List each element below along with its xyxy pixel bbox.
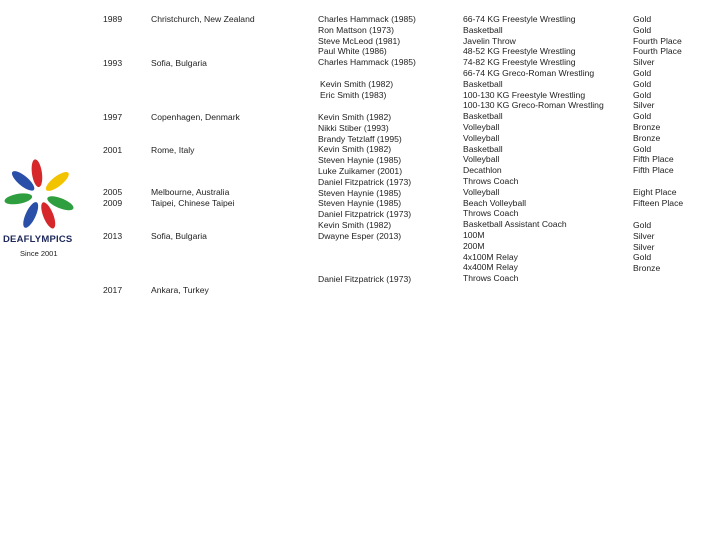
athlete-entry: Charles Hammack (1985)	[318, 14, 416, 24]
athlete-entry: Steven Haynie (1985)	[318, 198, 402, 209]
result-entry: Silver	[633, 230, 655, 241]
athlete-entry: Nikki Stiber (1993)	[318, 122, 389, 133]
result-list	[633, 220, 660, 274]
event-entry: 4x400M Relay	[463, 262, 518, 273]
result-entry: Gold	[633, 252, 652, 263]
event-entry: 100M	[463, 229, 485, 240]
city-cell: Christchurch, New Zealand	[151, 14, 255, 24]
deaflympics-wordmark: DEAFLYMPICS	[3, 234, 73, 245]
event-entry: 48-52 KG Freestyle Wrestling	[463, 46, 576, 57]
city-cell: Melbourne, Australia	[151, 187, 230, 197]
result-entry: Gold	[633, 78, 652, 89]
result-entry: Gold	[633, 24, 652, 35]
year-cell: 2005	[103, 187, 123, 197]
athlete-entry: Kevin Smith (1982)	[318, 219, 392, 230]
athlete-list	[318, 274, 411, 285]
event-entry: Decathlon	[463, 165, 502, 176]
year-cell: 2009	[103, 198, 123, 208]
event-entry: Basketball Assistant Coach	[463, 219, 567, 230]
city-cell: Sofia, Bulgaria	[151, 231, 207, 241]
city-cell: Rome, Italy	[151, 145, 195, 155]
result-entry: Fifteen Place	[633, 197, 684, 208]
result-entry: Gold	[633, 143, 652, 154]
city-cell: Taipei, Chinese Taipei	[151, 198, 235, 208]
year-cell: 1997	[103, 112, 123, 122]
result-entry: Bronze	[633, 132, 661, 143]
result-entry: Gold	[633, 14, 652, 24]
event-entry: 66-74 KG Greco-Roman Wrestling	[463, 67, 595, 78]
event-entry: Volleyball	[463, 154, 500, 165]
athlete-entry: Paul White (1986)	[318, 46, 387, 57]
result-entry: Fourth Place	[633, 35, 682, 46]
year-cell: 2001	[103, 145, 123, 155]
result-entry: Gold	[633, 89, 652, 100]
event-entry: Javelin Throw	[463, 35, 516, 46]
athlete-entry: Brandy Tetzlaff (1995)	[318, 133, 402, 144]
athlete-list	[320, 79, 393, 101]
result-list	[633, 14, 682, 176]
event-entry: 74-82 KG Freestyle Wrestling	[463, 57, 576, 68]
event-entry: Throws Coach	[463, 208, 519, 219]
athlete-list	[318, 14, 416, 68]
year-cell: 1989	[103, 14, 123, 24]
event-entry: Beach Volleyball	[463, 197, 527, 208]
athlete-entry: Kevin Smith (1982)	[318, 112, 392, 122]
athlete-entry: Steven Haynie (1985)	[318, 155, 402, 166]
event-entry: 100-130 KG Freestyle Wrestling	[463, 89, 586, 100]
event-entry: Basketball	[463, 143, 503, 154]
event-entry: Volleyball	[463, 121, 500, 132]
event-entry: 100-130 KG Greco-Roman Wrestling	[463, 100, 604, 111]
event-entry: Basketball	[463, 78, 503, 89]
result-entry: Gold	[633, 111, 652, 122]
result-entry: Fourth Place	[633, 46, 682, 57]
result-entry: Eight Place	[633, 187, 677, 197]
result-entry: Bronze	[633, 121, 661, 132]
event-entry: 4x100M Relay	[463, 251, 518, 262]
result-entry: Gold	[633, 220, 652, 230]
event-entry: 66-74 KG Freestyle Wrestling	[463, 14, 576, 24]
result-entry: Fifth Place	[633, 154, 674, 165]
result-list	[633, 187, 683, 209]
year-cell: 2017	[103, 285, 123, 295]
result-entry: Gold	[633, 67, 652, 78]
athlete-list	[318, 112, 411, 242]
event-entry: Basketball	[463, 111, 503, 122]
athlete-entry: Steve McLeod (1981)	[318, 35, 401, 46]
event-entry: Throws Coach	[463, 175, 519, 186]
event-entry: 200M	[463, 240, 485, 251]
result-entry: Silver	[633, 100, 655, 111]
city-cell: Sofia, Bulgaria	[151, 58, 207, 68]
event-entry: Basketball	[463, 24, 503, 35]
athlete-entry: Daniel Fitzpatrick (1973)	[318, 274, 412, 284]
athlete-entry: Daniel Fitzpatrick (1973)	[318, 176, 412, 187]
event-entry: Throws Coach	[463, 273, 519, 284]
athlete-entry: Dwayne Esper (2013)	[318, 230, 402, 241]
city-cell: Copenhagen, Denmark	[151, 112, 240, 122]
city-cell: Ankara, Turkey	[151, 285, 209, 295]
year-cell: 1993	[103, 58, 123, 68]
event-entry: Volleyball	[463, 132, 500, 143]
result-entry: Silver	[633, 57, 655, 68]
athlete-entry: Eric Smith (1983)	[320, 89, 387, 100]
athlete-entry: Ron Mattson (1973)	[318, 24, 394, 35]
result-entry: Silver	[633, 241, 655, 252]
event-list	[463, 14, 604, 284]
athlete-entry: Kevin Smith (1982)	[320, 79, 394, 89]
result-entry: Bronze	[633, 263, 661, 274]
event-entry: Volleyball	[463, 186, 500, 197]
since-label: Since 2001	[20, 249, 58, 258]
athlete-entry: Luke Zuikamer (2001)	[318, 165, 403, 176]
athlete-entry: Charles Hammack (1985)	[318, 57, 416, 68]
athlete-entry: Kevin Smith (1982)	[318, 144, 392, 155]
athlete-entry: Steven Haynie (1985)	[318, 187, 402, 198]
result-entry: Fifth Place	[633, 165, 674, 176]
year-cell: 2013	[103, 231, 123, 241]
athlete-entry: Daniel Fitzpatrick (1973)	[318, 209, 412, 220]
